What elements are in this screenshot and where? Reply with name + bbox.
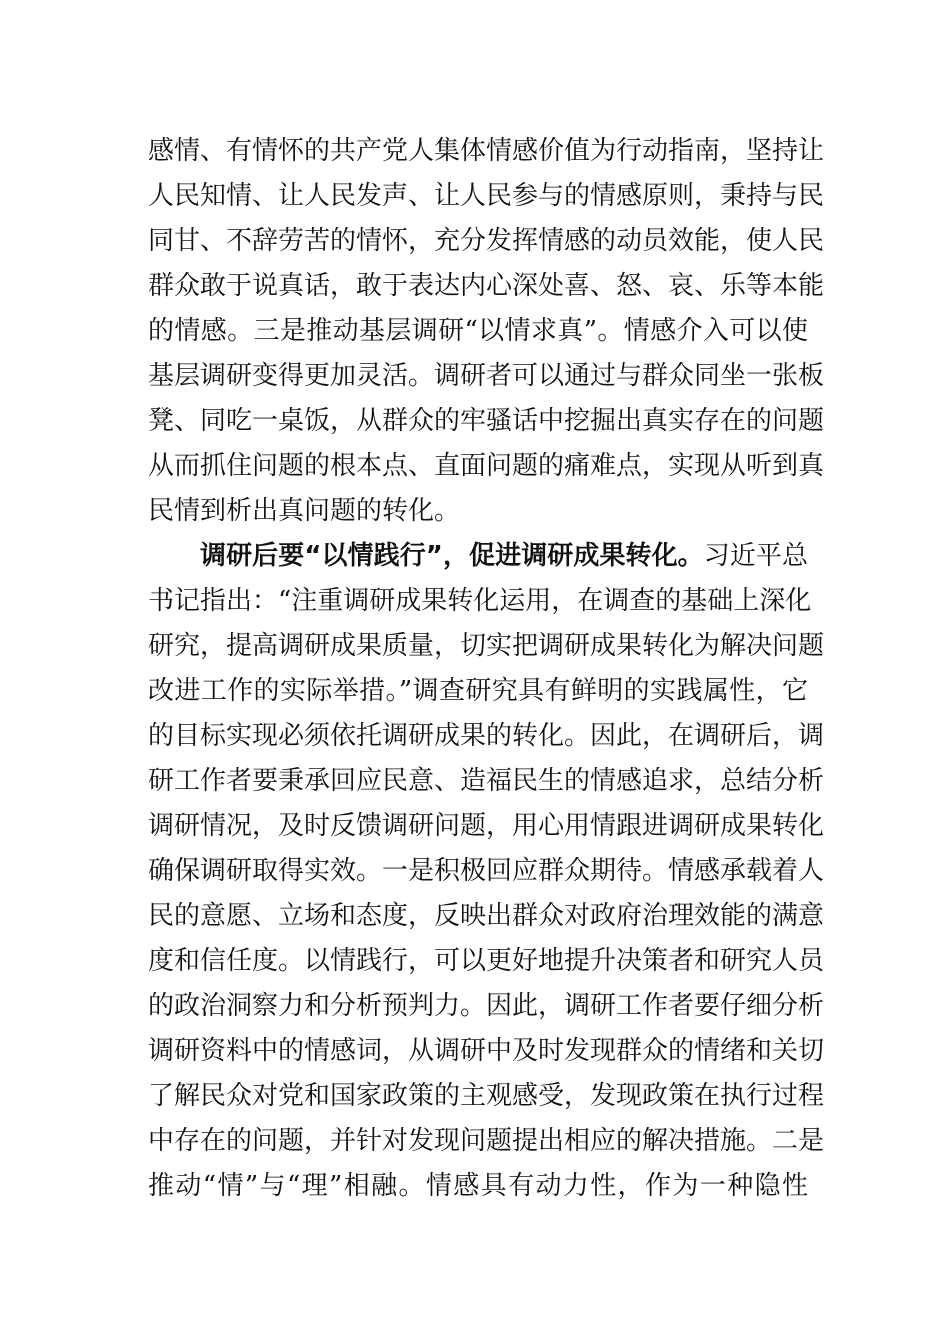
paragraph-2-line-5: 的目标实现必须依托调研成果的转化。因此，在调研后，调 xyxy=(148,721,825,751)
paragraph-2-line-2: 书记指出：“注重调研成果转化运用，在调查的基础上深化 xyxy=(148,586,812,616)
paragraph-2-line-13: 了解民众对党和国家政策的主观感受，发现政策在执行过程 xyxy=(148,1081,825,1111)
paragraph-1-line-6: 基层调研变得更加灵活。调研者可以通过与群众同坐一张板 xyxy=(148,361,825,391)
paragraph-1-line-8: 从而抓住问题的根本点、直面问题的痛难点，实现从听到真 xyxy=(148,451,825,481)
paragraph-2-line-7: 调研情况，及时反馈调研问题，用心用情跟进调研成果转化 xyxy=(148,811,825,841)
paragraph-2-line-9: 民的意愿、立场和态度，反映出群众对政府治理效能的满意 xyxy=(148,901,825,931)
paragraph-2-line-10: 度和信任度。以情践行，可以更好地提升决策者和研究人员 xyxy=(148,946,825,976)
paragraph-2-line-15: 推动“情”与“理”相融。情感具有动力性，作为一种隐性 xyxy=(148,1171,808,1201)
paragraph-2-line-6: 研工作者要秉承回应民意、造福民生的情感追求，总结分析 xyxy=(148,766,825,796)
paragraph-1-line-1: 感情、有情怀的共产党人集体情感价值为行动指南，坚持让 xyxy=(148,136,825,166)
paragraph-2-line-3: 研究，提高调研成果质量，切实把调研成果转化为解决问题 xyxy=(148,631,825,661)
paragraph-2-line-14: 中存在的问题，并针对发现问题提出相应的解决措施。二是 xyxy=(148,1126,825,1156)
paragraph-2-heading: 调研后要“以情践行”，促进调研成果转化。 xyxy=(200,541,704,571)
paragraph-2-first-line xyxy=(200,541,808,571)
paragraph-1-line-2: 人民知情、让人民发声、让人民参与的情感原则，秉持与民 xyxy=(148,181,825,211)
paragraph-2-line-4: 改进工作的实际举措。”调查研究具有鲜明的实践属性，它 xyxy=(148,676,808,706)
paragraph-1-line-9: 民情到析出真问题的转化。 xyxy=(148,496,461,526)
paragraph-1-line-5: 的情感。三是推动基层调研“以情求真”。情感介入可以使 xyxy=(148,316,808,346)
paragraph-2-line-11: 的政治洞察力和分析预判力。因此，调研工作者要仔细分析 xyxy=(148,991,825,1021)
paragraph-1-line-4: 群众敢于说真话，敢于表达内心深处喜、怒、哀、乐等本能 xyxy=(148,271,825,301)
paragraph-2-line-8: 确保调研取得实效。一是积极回应群众期待。情感承载着人 xyxy=(148,856,825,886)
paragraph-1-line-3: 同甘、不辞劳苦的情怀，充分发挥情感的动员效能，使人民 xyxy=(148,226,825,256)
paragraph-2-first-line-rest: 习近平总 xyxy=(703,541,808,571)
paragraph-1-line-7: 凳、同吃一桌饭，从群众的牢骚话中挖掘出真实存在的问题 xyxy=(148,406,825,436)
paragraph-2-line-12: 调研资料中的情感词，从调研中及时发现群众的情绪和关切 xyxy=(148,1036,825,1066)
